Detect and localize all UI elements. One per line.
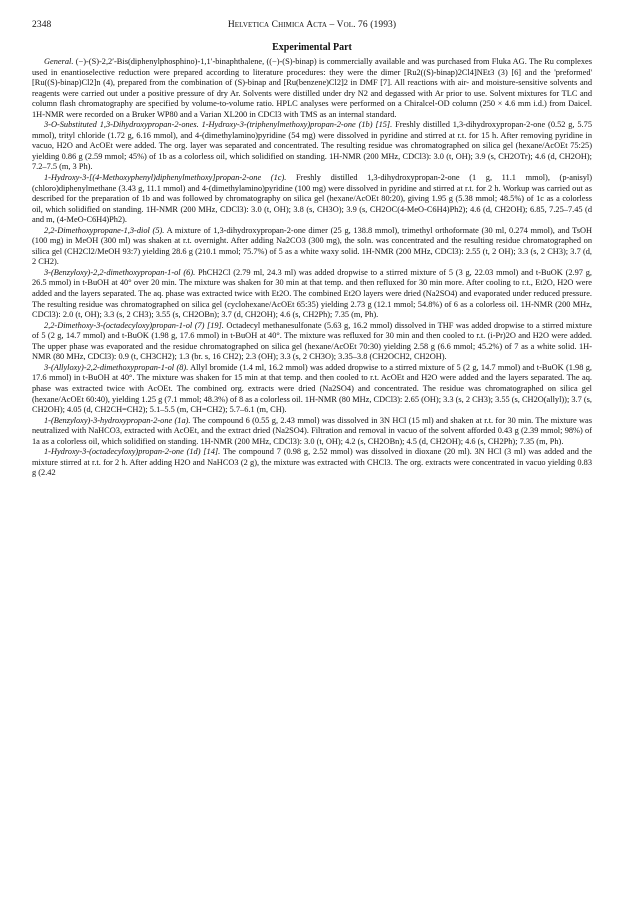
paragraph-general (32, 57, 592, 120)
paragraph-compound-1c (32, 173, 592, 226)
paragraph-lead: 2,2-Dimethoxypropane-1,3-diol (5). (44, 225, 165, 235)
paragraph-compound-1a (32, 416, 592, 448)
paragraph-text: Octadecyl methanesulfonate (5.63 g, 16.2 mmol) dissolved in THF was added dropwise to a stirred mixture of 5 (2 g, 14.7 mmol) and t-BuOK (1.98 g, 17.6 mmol) in t-BuOH at 40°. The mixture was refluxed for 30 min and then cooled to r.t. (i-Pr)2O and H2O were added. The upper phase was evaporated and the residue chromatographed on silica gel (hexane/AcOEt 70:30) yielding 2.58 g (6.6 mmol; 45.2%) of 7 as a white solid. 1H-NMR (80 MHz, CDCl3): 0.9 (t, CH3CH2); 1.3 (br. s, 16 CH2); 2.3 (OH); 3.3 (s, 2 CH3O); 3.35–3.8 (CH2OCH2, CH2OH). (32, 320, 592, 362)
paragraph-compound-5 (32, 226, 592, 268)
running-head: Helvetica Chimica Acta – Vol. 76 (1993) (227, 20, 397, 30)
paragraph-compound-1b (32, 120, 592, 173)
paragraph-text: The compound 6 (0.55 g, 2.43 mmol) was dissolved in 3N HCl (15 ml) and shaken at r.t. for 30 min. The mixture was neutralized with NaHCO3, extracted with AcOEt, and the extract dried (Na2SO4). Filtration and removal in vacuo of the solvent afforded 0.43 g (2.39 mmol; 98%) of 1a as a colorless oil, which solidified on standing. 1H-NMR (200 MHz, CDCl3): 3.0 (t, OH); 4.2 (s, CH2OBn); 4.5 (d, CH2OH); 4.6 (s, CH2Ph); 7.35 (m, Ph). (32, 415, 592, 446)
paragraph-text: Freshly distilled 1,3-dihydroxypropan-2-one (0.52 g, 5.75 mmol), trityl chloride (1.72 g, 6.16 mmol), and 4-(dimethylamino)pyridine (54 mg) were dissolved in pyridine and stirred at r.t. for 15 h. After removing pyridine in vacuo, H2O and AcOEt were added. The org. layer was separated and concentrated. The resulting residue was chromatographed on silica gel (hexane/AcOEt 75:25) yielding 0.86 g (2.59 mmol; 45%) of 1b as a colorless oil, which solidified on standing. 1H-NMR (200 MHz, CDCl3): 3.0 (t, OH); 3.9 (s, CH2OTr); 4.6 (d, CH2OH); 7.2–7.5 (m, 3 Ph). (32, 120, 592, 172)
paragraph-lead: 1-Hydroxy-3-(octadecyloxy)propan-2-one (1d) [14]. (44, 447, 221, 457)
paragraph-text: (−)-(S)-2,2′-Bis(diphenylphosphino)-1,1′-binaphthalene, ((−)-(S)-binap) is commercially available and was purchased from Fluka AG. The Ru complexes used in enantioselective reduction were prepared according to literature procedures: they were the dimer [Ru2((S)-binap)2Cl4]NEt3 (3) [6] and the 'preformed' [Ru((S)-binap)Cl2]n (4), prepared from the combination of (S)-binap and [Ru(benzene)Cl2]2 in DMF [7]. All reactions with air- and moisture-sensitive solvents and reagents were carried out under a positive pressure of dry Ar. Solvents were distilled under dry N2 and degassed with Ar prior to use. Solvent mixtures for TLC and column flash chromatography are specified by volume-to-volume ratio. HPLC analyses were performed on a Chiralcel-OD column (250 × 4.6 mm i.d.) from Daicel. 1H-NMR were recorded on a Bruker WP80 and a Varian XL200 in CDCl3 with TMS as an internal standard. (32, 57, 592, 119)
paragraph-lead: General. (44, 57, 74, 66)
paragraph-lead: 3-(Benzyloxy)-2,2-dimethoxypropan-1-ol (6). (44, 267, 196, 277)
paragraph-lead: 3-O-Substituted 1,3-Dihydroxypropan-2-ones. 1-Hydroxy-3-(triphenylmethoxy)propan-2-one (1b) [15]. (44, 120, 393, 130)
journal-page (32, 20, 592, 479)
paragraph-text: PhCH2Cl (2.79 ml, 24.3 ml) was added dropwise to a stirred mixture of 5 (3 g, 22.03 mmol) and t-BuOK (2.97 g, 26.5 mmol) in t-BuOH at 40° over 20 min. The mixture was shaken for 30 min at that temp. and then refluxed for 30 min more. After cooling to r.t., Et2O, H2O were added and the layers separated. The aq. phase was extracted twice with Et2O. The combined Et2O layers were dried (Na2SO4) and evaporated under reduced pressure. The resulting residue was chromatographed on silica gel (cyclohexane/AcOEt 65:35) yielding 2.73 g (12.1 mmol; 54.8%) of 6 as a colorless oil. 1H-NMR (200 MHz, CDCl3): 2.0 (t, OH); 3.3 (s, 2 CH3); 3.55 (s, CH2OBn); 3.7 (d, CH2OH); 4.6 (s, CH2Ph); 7.35 (m, Ph). (32, 267, 592, 320)
paragraph-text: The compound 7 (0.98 g, 2.52 mmol) was dissolved in dioxane (20 ml). 3N HCl (3 ml) was added and the mixture stirred at r.t. for 2 h. After adding H2O and NaHCO3 (2 g), the mixture was extracted with CHCl3. The org. extracts were concentrated in vacuo yielding 0.83 g (2.42 (32, 447, 592, 478)
paragraph-lead: 1-(Benzyloxy)-3-hydroxypropan-2-one (1a). (44, 415, 191, 425)
paragraph-compound-8 (32, 363, 592, 416)
paragraph-text: Allyl bromide (1.4 ml, 16.2 mmol) was added dropwise to a stirred mixture of 5 (2 g, 14.7 mmol) and t-BuOK (1.98 g, 17.6 mmol) in t-BuOH at 40°. The mixture was shaken for 15 min at that temp. and then cooled to r.t. AcOEt and H2O were added and the layers separated. The aq. phase was extracted twice with AcOEt. The combined org. extracts were dried (Na2SO4) and concentrated. The residue was chromatographed on silica gel (hexane/AcOEt 60:40), yielding 1.25 g (7.1 mmol; 48.3%) of 8 as a colorless oil. 1H-NMR (80 MHz, CDCl3): 2.65 (OH); 3.3 (s, 2 CH3); 3.55 (s, CH2O(allyl)); 3.7 (s, CH2OH); 4.05 (d, CH2CH=CH2); 5.1–5.5 (m, CH=CH2); 5.7–6.1 (m, CH). (32, 362, 592, 415)
paragraph-text: Freshly distilled 1,3-dihydroxypropan-2-one (1 g, 11.1 mmol), (p-anisyl)(chloro)diphenylmethane (3.43 g, 11.1 mmol) and 4-(dimethylamino)pyridine (100 mg) were dissolved in pyridine and stirred at r.t. for 2 h. Workup was carried out as described for the preparation of 1b and was followed by chromatography on silica gel (hexane/AcOEt 80:20), giving 1.95 g (5.38 mmol; 48.5%) of 1c as a colorless oil, which solidified on standing. 1H-NMR (200 MHz, CDCl3): 3.0 (t, OH); 3.8 (s, CH3O); 3.9 (s, CH2OC(4-MeO-C6H4)Ph2); 4.6 (d, CH2OH); 6.85, 7.25–7.45 (d and m, (4-MeO-C6H4)Ph2). (32, 173, 592, 225)
paragraph-compound-7 (32, 321, 592, 363)
page-number: 2348 (32, 20, 52, 30)
paragraph-lead: 2,2-Dimethoxy-3-(octadecyloxy)propan-1-ol (7) [19]. (44, 320, 224, 330)
paragraph-compound-1d (32, 447, 592, 479)
paragraph-text: A mixture of 1,3-dihydroxypropan-2-one dimer (25 g, 138.8 mmol), trimethyl orthoformate (30 ml, 0.274 mmol), and TsOH (100 mg) in MeOH (300 ml) was shaken at r.t. overnight. After adding Na2CO3 (300 mg), the soln. was concentrated and the resulting residue chromatographed on silica gel (CH2Cl2/MeOH 93:7) yielding 28.6 g (210.1 mmol; 75.7%) of 5 as a white waxy solid. 1H-NMR (200 MHz, CDCl3): 2.55 (t, 2 OH); 3.3 (s, 2 CH3); 3.7 (d, 2 CH2). (32, 225, 592, 267)
paragraph-lead: 3-(Allyloxy)-2,2-dimethoxypropan-1-ol (8). (44, 362, 189, 372)
paragraph-compound-6 (32, 268, 592, 321)
page-header (32, 20, 592, 36)
section-title: Experimental Part (272, 42, 352, 53)
paragraph-lead: 1-Hydroxy-3-[(4-Methoxyphenyl)diphenylmethoxy]propan-2-one (1c). (44, 173, 287, 183)
